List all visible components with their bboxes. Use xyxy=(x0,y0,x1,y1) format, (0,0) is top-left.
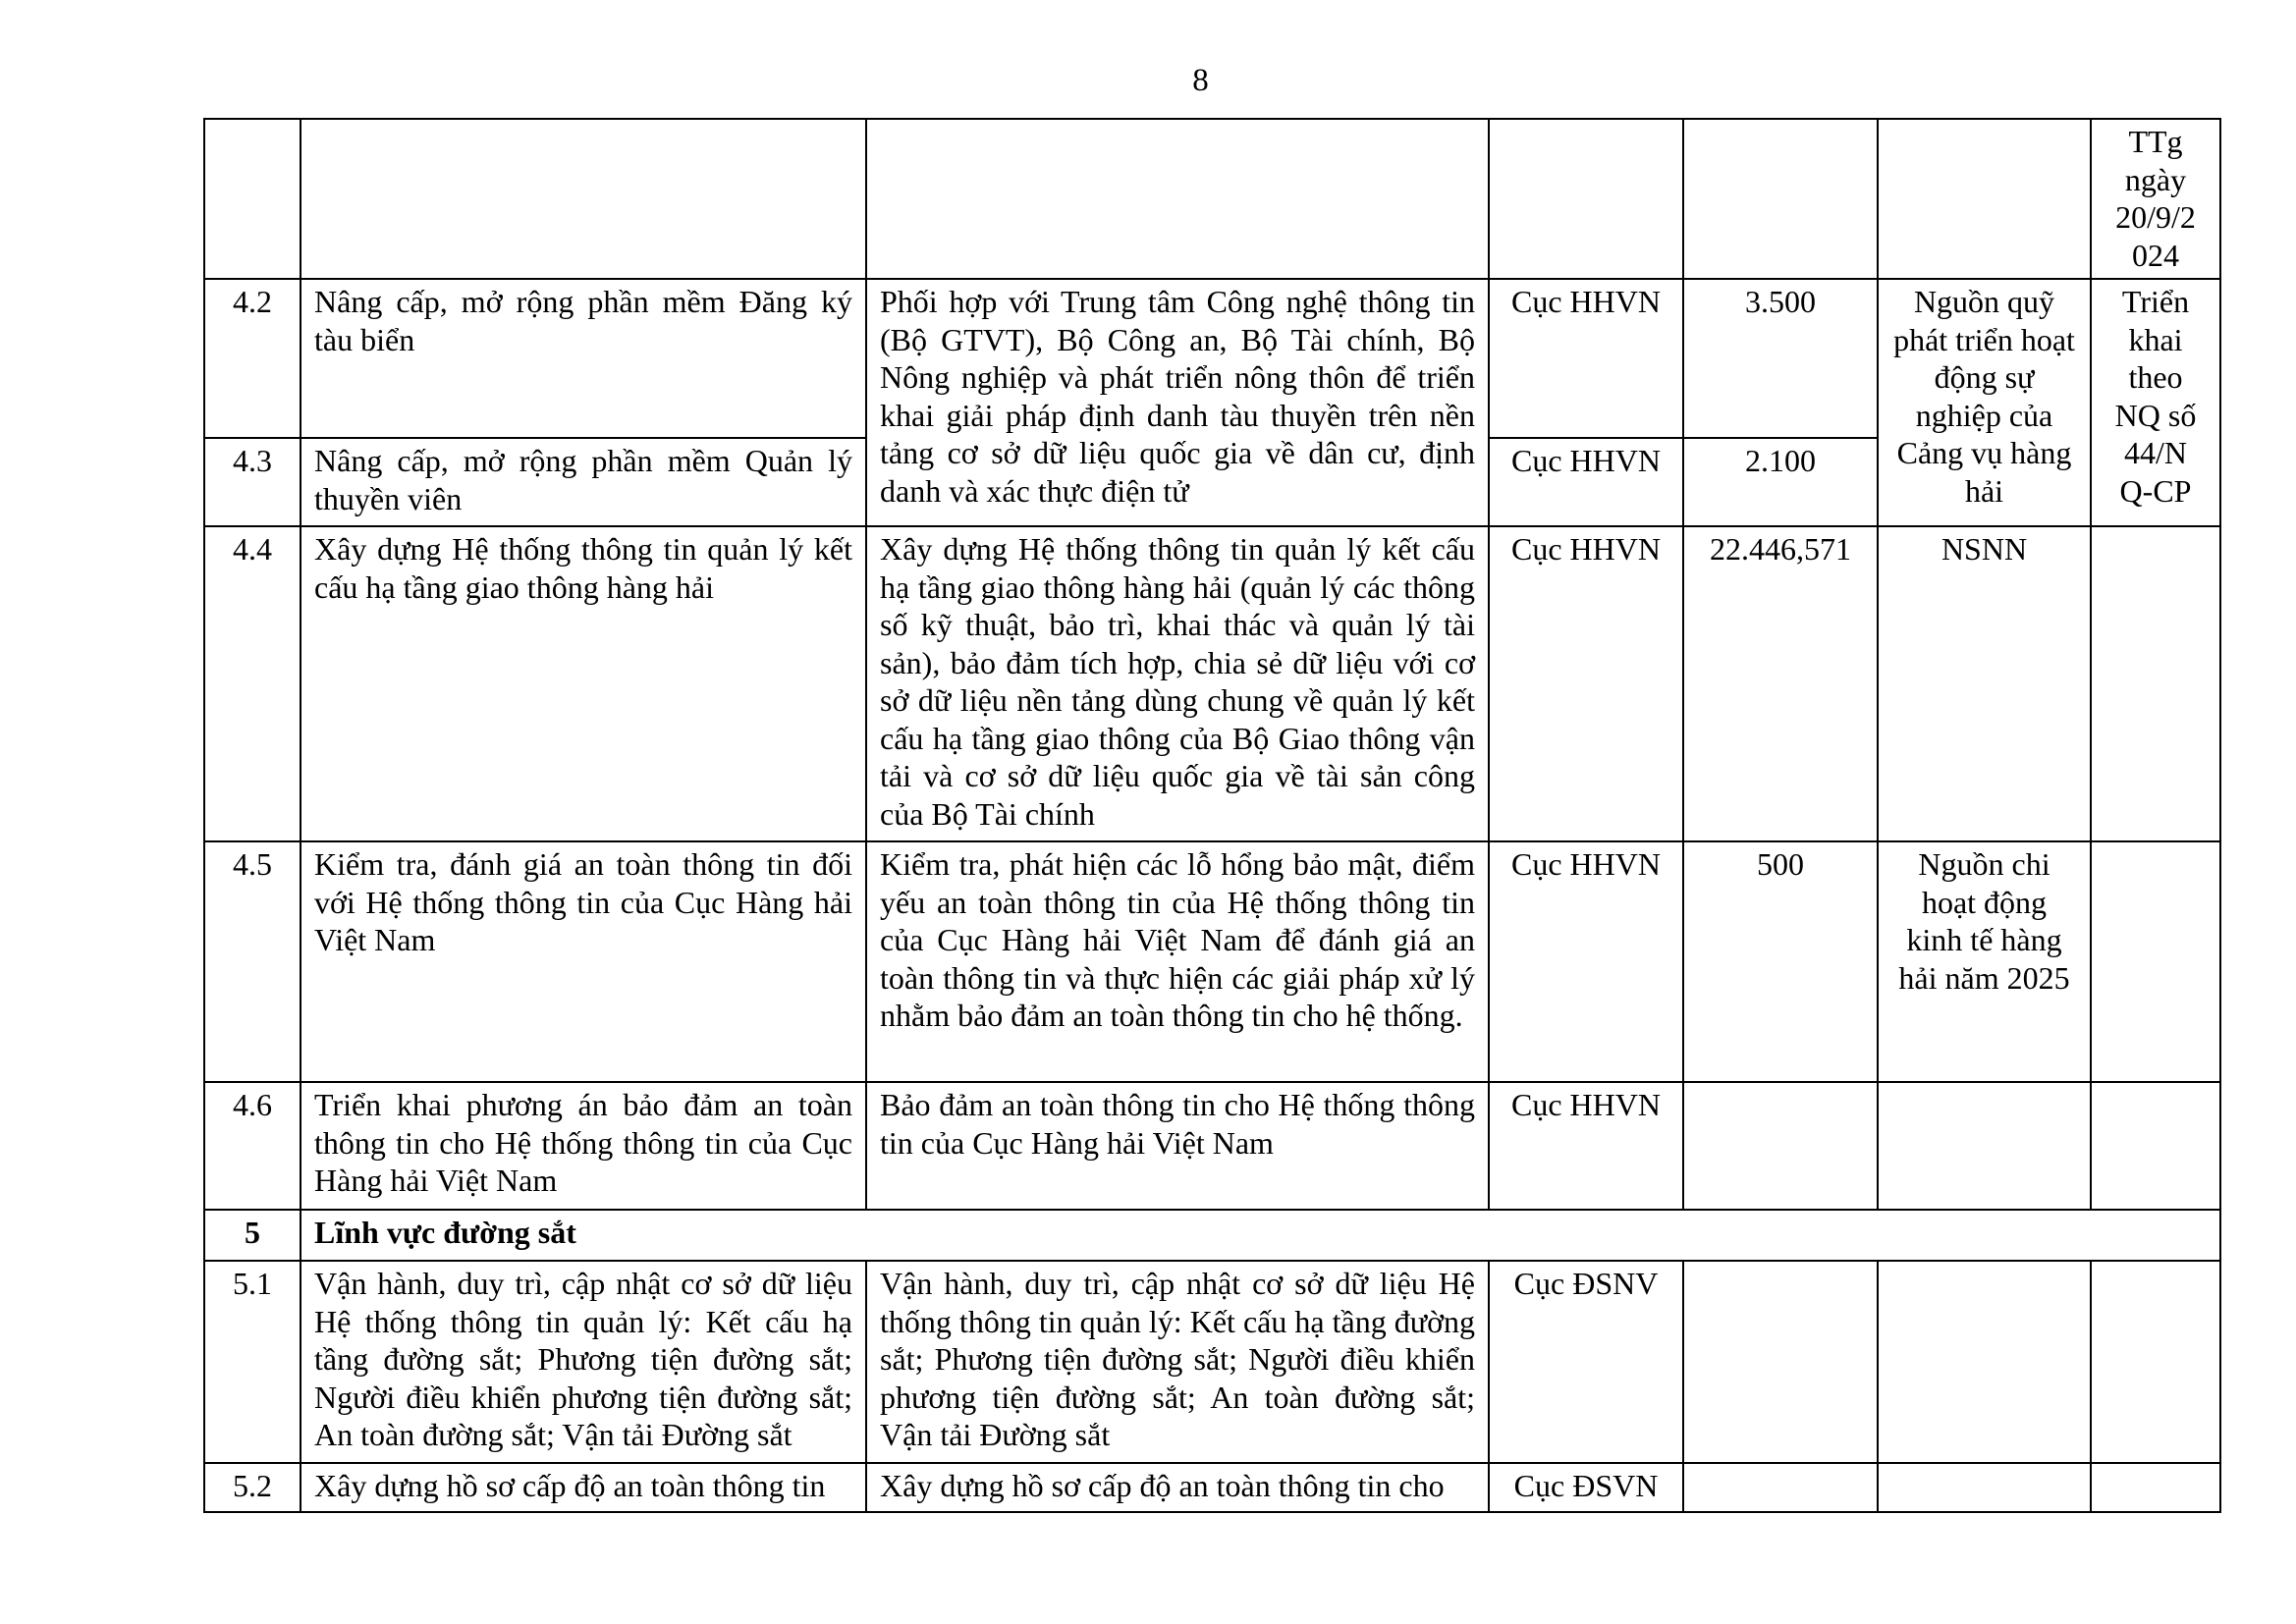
stt-cell: 4.4 xyxy=(204,526,301,841)
unit-cell: Cục HHVN xyxy=(1489,438,1683,526)
table-row-5-2 xyxy=(204,1463,2220,1512)
stt-cell: 4.6 xyxy=(204,1082,301,1210)
page-number: 8 xyxy=(1192,63,1209,98)
task-cell: Kiểm tra, đánh giá an toàn thông tin đối với Hệ thống thông tin của Cục Hàng hải Việt Nam xyxy=(301,841,866,1082)
source-cell xyxy=(1878,1463,2091,1512)
section-title: Lĩnh vực đường sắt xyxy=(301,1210,2220,1261)
content-cell: Phối hợp với Trung tâm Công nghệ thông tin (Bộ GTVT), Bộ Công an, Bộ Tài chính, Bộ Nông nghiệp và phát triển nông thôn để triển khai giải pháp định danh tàu thuyền trên nền tảng cơ sở dữ liệu quốc gia về dân cư, định danh và xác thực điện tử xyxy=(866,279,1489,526)
unit-cell: Cục HHVN xyxy=(1489,1082,1683,1210)
section-row-5 xyxy=(204,1210,2220,1261)
budget-cell xyxy=(1683,1463,1878,1512)
unit-cell: Cục ĐSNV xyxy=(1489,1261,1683,1463)
task-cell: Xây dựng Hệ thống thông tin quản lý kết cấu hạ tầng giao thông hàng hải xyxy=(301,526,866,841)
content-cell xyxy=(866,119,1489,279)
source-cell: Nguồn chi hoạt động kinh tế hàng hải năm 2025 xyxy=(1878,841,2091,1082)
task-cell: Nâng cấp, mở rộng phần mềm Quản lý thuyền viên xyxy=(301,438,866,526)
table-row-continuation xyxy=(204,119,2220,279)
budget-cell xyxy=(1683,1082,1878,1210)
unit-cell xyxy=(1489,119,1683,279)
task-cell: Nâng cấp, mở rộng phần mềm Đăng ký tàu biển xyxy=(301,279,866,438)
task-cell: Triển khai phương án bảo đảm an toàn thông tin cho Hệ thống thông tin của Cục Hàng hải Việt Nam xyxy=(301,1082,866,1210)
section-number: 5 xyxy=(204,1210,301,1261)
content-cell: Xây dựng hồ sơ cấp độ an toàn thông tin cho xyxy=(866,1463,1489,1512)
unit-cell: Cục HHVN xyxy=(1489,841,1683,1082)
budget-cell xyxy=(1683,119,1878,279)
source-cell: Nguồn quỹ phát triển hoạt động sự nghiệp của Cảng vụ hàng hải xyxy=(1878,279,2091,526)
source-cell xyxy=(1878,119,2091,279)
task-cell: Xây dựng hồ sơ cấp độ an toàn thông tin xyxy=(301,1463,866,1512)
task-table xyxy=(203,118,2221,1513)
table-row-4-6 xyxy=(204,1082,2220,1210)
stt-cell: 4.3 xyxy=(204,438,301,526)
note-cell xyxy=(2091,841,2220,1082)
budget-cell xyxy=(1683,1261,1878,1463)
stt-cell xyxy=(204,119,301,279)
content-cell: Bảo đảm an toàn thông tin cho Hệ thống thông tin của Cục Hàng hải Việt Nam xyxy=(866,1082,1489,1210)
stt-cell: 5.2 xyxy=(204,1463,301,1512)
content-cell: Xây dựng Hệ thống thông tin quản lý kết cấu hạ tầng giao thông hàng hải (quản lý các thông số kỹ thuật, bảo trì, khai thác và quản lý tài sản), bảo đảm tích hợp, chia sẻ dữ liệu với cơ sở dữ liệu nền tảng dùng chung về quản lý kết cấu hạ tầng giao thông của Bộ Giao thông vận tải và cơ sở dữ liệu quốc gia về tài sản công của Bộ Tài chính xyxy=(866,526,1489,841)
unit-cell: Cục HHVN xyxy=(1489,279,1683,438)
task-cell: Vận hành, duy trì, cập nhật cơ sở dữ liệu Hệ thống thông tin quản lý: Kết cấu hạ tầng đường sắt; Phương tiện đường sắt; Người điều khiển phương tiện đường sắt; An toàn đường sắt; Vận tải Đường sắt xyxy=(301,1261,866,1463)
table-row-4-4 xyxy=(204,526,2220,841)
note-cell xyxy=(2091,1261,2220,1463)
stt-cell: 5.1 xyxy=(204,1261,301,1463)
budget-cell: 2.100 xyxy=(1683,438,1878,526)
content-cell: Vận hành, duy trì, cập nhật cơ sở dữ liệu Hệ thống thông tin quản lý: Kết cấu hạ tầng đường sắt; Phương tiện đường sắt; Người điều khiển phương tiện đường sắt; An toàn đường sắt; Vận tải Đường sắt xyxy=(866,1261,1489,1463)
budget-cell: 22.446,571 xyxy=(1683,526,1878,841)
source-cell xyxy=(1878,1082,2091,1210)
table-row-4-2 xyxy=(204,279,2220,438)
table-row-5-1 xyxy=(204,1261,2220,1463)
source-cell: NSNN xyxy=(1878,526,2091,841)
budget-cell: 3.500 xyxy=(1683,279,1878,438)
note-cell: TTg ngày 20/9/2 024 xyxy=(2091,119,2220,279)
note-cell xyxy=(2091,526,2220,841)
note-cell xyxy=(2091,1082,2220,1210)
content-cell: Kiểm tra, phát hiện các lỗ hổng bảo mật, điểm yếu an toàn thông tin của Hệ thống thông tin của Cục Hàng hải Việt Nam để đánh giá an toàn thông tin và thực hiện các giải pháp xử lý nhằm bảo đảm an toàn thông tin cho hệ thống. xyxy=(866,841,1489,1082)
note-cell xyxy=(2091,1463,2220,1512)
note-cell: Triển khai theo NQ số 44/N Q-CP xyxy=(2091,279,2220,526)
stt-cell: 4.5 xyxy=(204,841,301,1082)
task-cell xyxy=(301,119,866,279)
source-cell xyxy=(1878,1261,2091,1463)
table-row-4-5 xyxy=(204,841,2220,1082)
unit-cell: Cục ĐSVN xyxy=(1489,1463,1683,1512)
unit-cell: Cục HHVN xyxy=(1489,526,1683,841)
budget-cell: 500 xyxy=(1683,841,1878,1082)
stt-cell: 4.2 xyxy=(204,279,301,438)
